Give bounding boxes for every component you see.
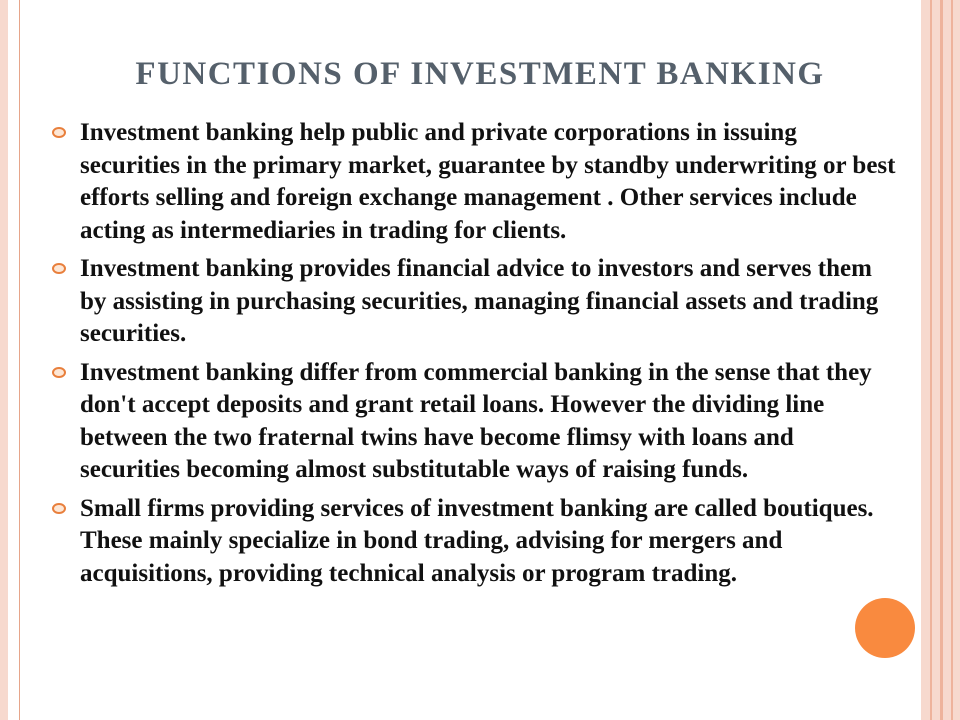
bullet-item [50,117,898,247]
right-border-stripe [930,0,932,720]
right-border-stripe [951,0,953,720]
bullet-item [50,493,898,591]
circle-bullet-icon [52,263,66,274]
bullet-item [50,253,898,351]
bullet-text: Investment banking differ from commercial banking in the sense that they don't accept deposits and grant retail loans. However the dividing line between the two fraternal twins have become flimsy with loans and securities becoming almost substitutable ways of raising funds. [80,358,872,483]
slide-title: FUNCTIONS OF INVESTMENT BANKING [135,56,825,92]
bullet-list [50,117,898,596]
circle-bullet-icon [52,127,66,138]
right-border-band [921,0,960,720]
bullet-item [50,357,898,487]
bullet-text: Investment banking provides financial advice to investors and serves them by assisting in purchasing securities, managing financial assets and trading securities. [80,255,879,347]
left-border-line [19,0,20,720]
decorative-orange-circle [855,598,915,658]
left-border-band [0,0,8,720]
bullet-text: Investment banking help public and private corporations in issuing securities in the primary market, guarantee by standby underwriting or best efforts selling and foreign exchange management . Other services include acting as intermediaries in trading for clients. [80,119,896,244]
right-border-stripe [940,0,943,720]
circle-bullet-icon [52,503,66,514]
bullet-text: Small firms providing services of investment banking are called boutiques. These mainly specialize in bond trading, advising for mergers and acquisitions, providing technical analysis or program trading. [80,494,874,587]
circle-bullet-icon [52,367,66,378]
